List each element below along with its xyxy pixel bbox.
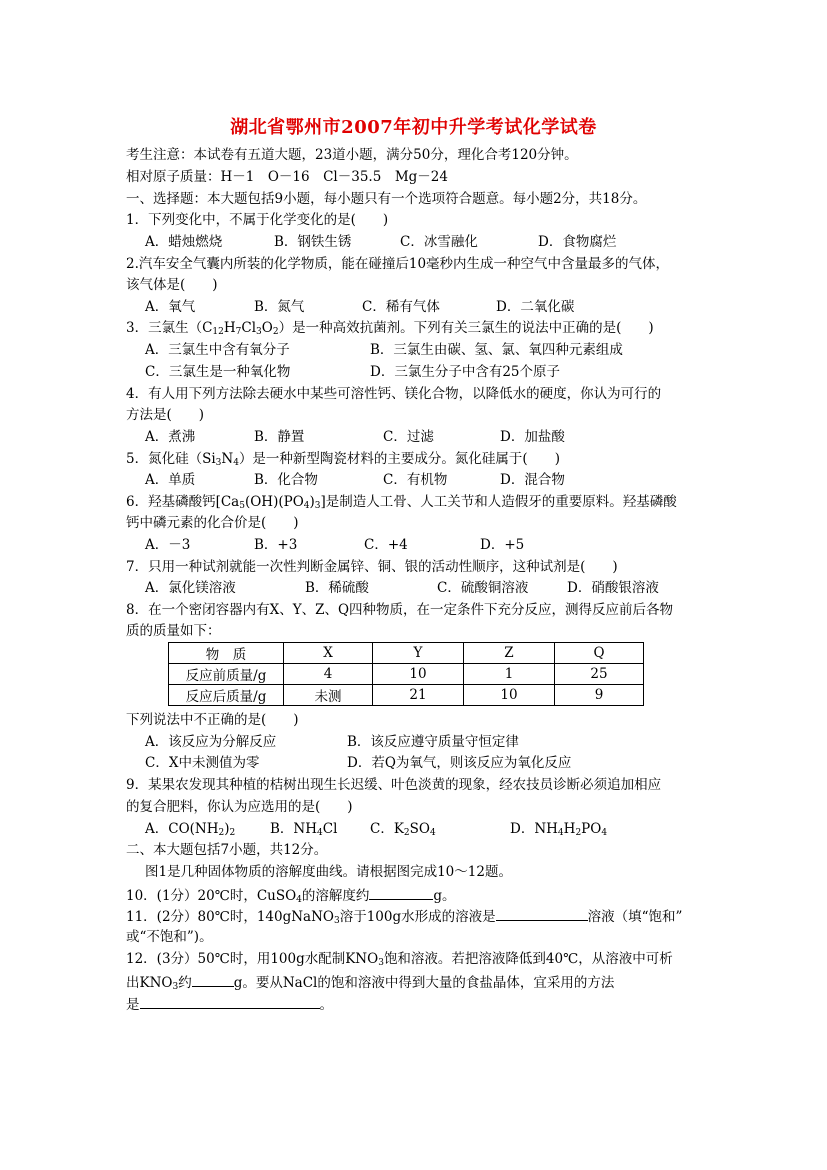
question-5-stem: 5．氮化硅$(Si_3N_4)$是一种新型陶瓷材料的主要成分。氮化硅属于( ) bbox=[126, 451, 560, 468]
question-6-stem: 6．羟基磷酸钙$[Ca_5(OH)(PO_4)_3]$是制造人工骨、人工关节和人造假牙的重要原料。羟基磷酸 bbox=[126, 494, 677, 511]
q4-option-c: C．过滤 bbox=[383, 429, 434, 445]
q4-option-d: D．加盐酸 bbox=[500, 429, 565, 445]
q4-option-b: B．静置 bbox=[254, 429, 305, 445]
table-cell: 21 bbox=[373, 685, 464, 706]
q9-option-c: C．$K_2SO_4$ bbox=[370, 821, 436, 838]
q8-option-a: A．该反应为分解反应 bbox=[145, 734, 277, 750]
exam-title: 湖北省鄂州市2007年初中升学考试化学试卷 bbox=[230, 117, 597, 138]
q1-option-b: B．钢铁生锈 bbox=[274, 234, 352, 250]
q12-answer-blank-2[interactable] bbox=[140, 994, 320, 1009]
table-row bbox=[169, 685, 644, 706]
section-one-heading: 一、选择题：本大题包括9小题，每小题只有一个选项符合题意。每小题2分，共18分。 bbox=[126, 191, 647, 207]
section-two-intro: 图1是几种固体物质的溶解度曲线。请根据图完成10～12题。 bbox=[145, 864, 512, 880]
q2-option-b: B．氮气 bbox=[254, 299, 305, 315]
question-4-stem: 4．有人用下列方法除去硬水中某些可溶性钙、镁化合物，以降低水的硬度，你认为可行的 bbox=[126, 386, 662, 402]
q8-option-d: D．若Q为氧气，则该反应为氧化反应 bbox=[347, 755, 572, 771]
table-cell: 9 bbox=[555, 685, 644, 706]
notice-line: 考生注意：本试卷有五道大题，23道小题，满分50分，理化合考120分钟。 bbox=[126, 147, 578, 163]
q10-answer-blank[interactable] bbox=[369, 885, 433, 900]
question-11-cont: 或“不饱和”)。 bbox=[126, 929, 213, 945]
q6-option-a: A．－3 bbox=[145, 537, 191, 553]
q1-option-d: D．食物腐烂 bbox=[538, 234, 617, 250]
question-4-stem-cont: 方法是( ) bbox=[126, 407, 205, 423]
q3-option-d: D．三氯生分子中含有25个原子 bbox=[370, 364, 561, 380]
table-cell: Z bbox=[464, 643, 555, 664]
q7-option-a: A．氯化镁溶液 bbox=[145, 580, 236, 596]
question-8-stem-cont: 质的质量如下： bbox=[126, 623, 221, 639]
table-cell: 10 bbox=[373, 664, 464, 685]
question-2-stem: 2.汽车安全气囊内所装的化学物质，能在碰撞后10毫秒内生成一种空气中含量最多的气体， bbox=[126, 256, 670, 272]
q8-option-c: C．X中未测值为零 bbox=[145, 755, 260, 771]
q12-answer-blank-1[interactable] bbox=[192, 972, 234, 987]
q5-option-a: A．单质 bbox=[145, 472, 196, 488]
table-cell: 4 bbox=[284, 664, 373, 685]
q2-option-a: A．氧气 bbox=[145, 299, 196, 315]
q5-option-c: C．有机物 bbox=[383, 472, 448, 488]
q8-option-b: B．该反应遵守质量守恒定律 bbox=[347, 734, 519, 750]
question-8-substem: 下列说法中不正确的是( ) bbox=[126, 712, 299, 728]
q5-option-d: D．混合物 bbox=[500, 472, 565, 488]
table-cell: 反应前质量/g bbox=[169, 664, 284, 685]
question-11: 11．(2分）80℃时，140gNaNO$_3$溶于100g水形成的溶液是 溶液（填“饱和” bbox=[126, 906, 682, 926]
q1-option-a: A．蜡烛燃烧 bbox=[145, 234, 223, 250]
q9-option-b: B．$NH_4Cl$ bbox=[270, 821, 338, 838]
q3-option-c: C．三氯生是一种氧化物 bbox=[145, 364, 291, 380]
q11-answer-blank[interactable] bbox=[496, 906, 588, 921]
table-cell: 物 质 bbox=[169, 643, 284, 664]
q2-option-d: D．二氧化碳 bbox=[496, 299, 575, 315]
q1-option-c: C．冰雪融化 bbox=[400, 234, 478, 250]
table-row bbox=[169, 664, 644, 685]
question-12: 12．(3分）50℃时，用100g水配制$KNO_3$饱和溶液。若把溶液降低到40℃，从溶液中可析 bbox=[126, 951, 673, 968]
question-9-stem-cont: 的复合肥料，你认为应选用的是( ) bbox=[126, 799, 353, 815]
q7-option-c: C．硫酸铜溶液 bbox=[437, 580, 529, 596]
q4-option-a: A．煮沸 bbox=[145, 429, 196, 445]
question-1-stem: 1．下列变化中，不属于化学变化的是( ) bbox=[126, 212, 389, 228]
table-cell: 反应后质量/g bbox=[169, 685, 284, 706]
table-cell: Y bbox=[373, 643, 464, 664]
q9-option-d: D．$NH_4H_2PO_4$ bbox=[510, 821, 608, 838]
table-cell: Q bbox=[555, 643, 644, 664]
table-header-row bbox=[169, 643, 644, 664]
table-cell: 25 bbox=[555, 664, 644, 685]
q6-option-d: D．+5 bbox=[480, 537, 525, 553]
question-8-stem: 8．在一个密闭容器内有X、Y、Z、Q四种物质，在一定条件下充分反应，测得反应前后各物 bbox=[126, 602, 674, 618]
table-cell: 未测 bbox=[284, 685, 373, 706]
table-cell: 10 bbox=[464, 685, 555, 706]
atomic-mass-line: 相对原子质量：H－1 O－16 Cl－35.5 Mg－24 bbox=[126, 169, 448, 185]
section-two-heading: 二、本大题包括7小题，共12分。 bbox=[126, 842, 328, 858]
q6-option-c: C．+4 bbox=[364, 537, 408, 553]
table-cell: 1 bbox=[464, 664, 555, 685]
q7-option-b: B．稀硫酸 bbox=[305, 580, 369, 596]
question-12-cont-2: 是 。 bbox=[126, 994, 333, 1014]
question-12-cont: 出$KNO_3$约 g。要从NaCl的饱和溶液中得到大量的食盐晶体，宜采用的方法 bbox=[126, 972, 614, 992]
q5-option-b: B．化合物 bbox=[254, 472, 318, 488]
q3-option-a: A．三氯生中含有氧分子 bbox=[145, 342, 290, 358]
question-2-stem-cont: 该气体是( ) bbox=[126, 277, 218, 293]
table-cell: X bbox=[284, 643, 373, 664]
question-9-stem: 9．某果农发现其种植的桔树出现生长迟缓、叶色淡黄的现象，经农技员诊断必须追加相应 bbox=[126, 777, 662, 793]
q3-option-b: B．三氯生由碳、氢、氯、氧四种元素组成 bbox=[370, 342, 623, 358]
question-6-stem-cont: 钙中磷元素的化合价是( ) bbox=[126, 515, 299, 531]
question-3-stem: 3．三氯生$(C_{12}H_7Cl_3O_2)$是一种高效抗菌剂。下列有关三氯生的说法中正确的是( ) bbox=[126, 320, 654, 337]
q9-option-a: A．$CO(NH_2)_2$ bbox=[145, 821, 236, 838]
question-7-stem: 7．只用一种试剂就能一次性判断金属锌、铜、银的活动性顺序，这种试剂是( ) bbox=[126, 559, 618, 575]
q2-option-c: C．稀有气体 bbox=[362, 299, 440, 315]
question-10: 10．(1分）20℃时，CuSO$_4$的溶解度约 g。 bbox=[126, 885, 456, 905]
mass-table bbox=[168, 642, 644, 706]
q7-option-d: D．硝酸银溶液 bbox=[567, 580, 659, 596]
q6-option-b: B．+3 bbox=[254, 537, 298, 553]
